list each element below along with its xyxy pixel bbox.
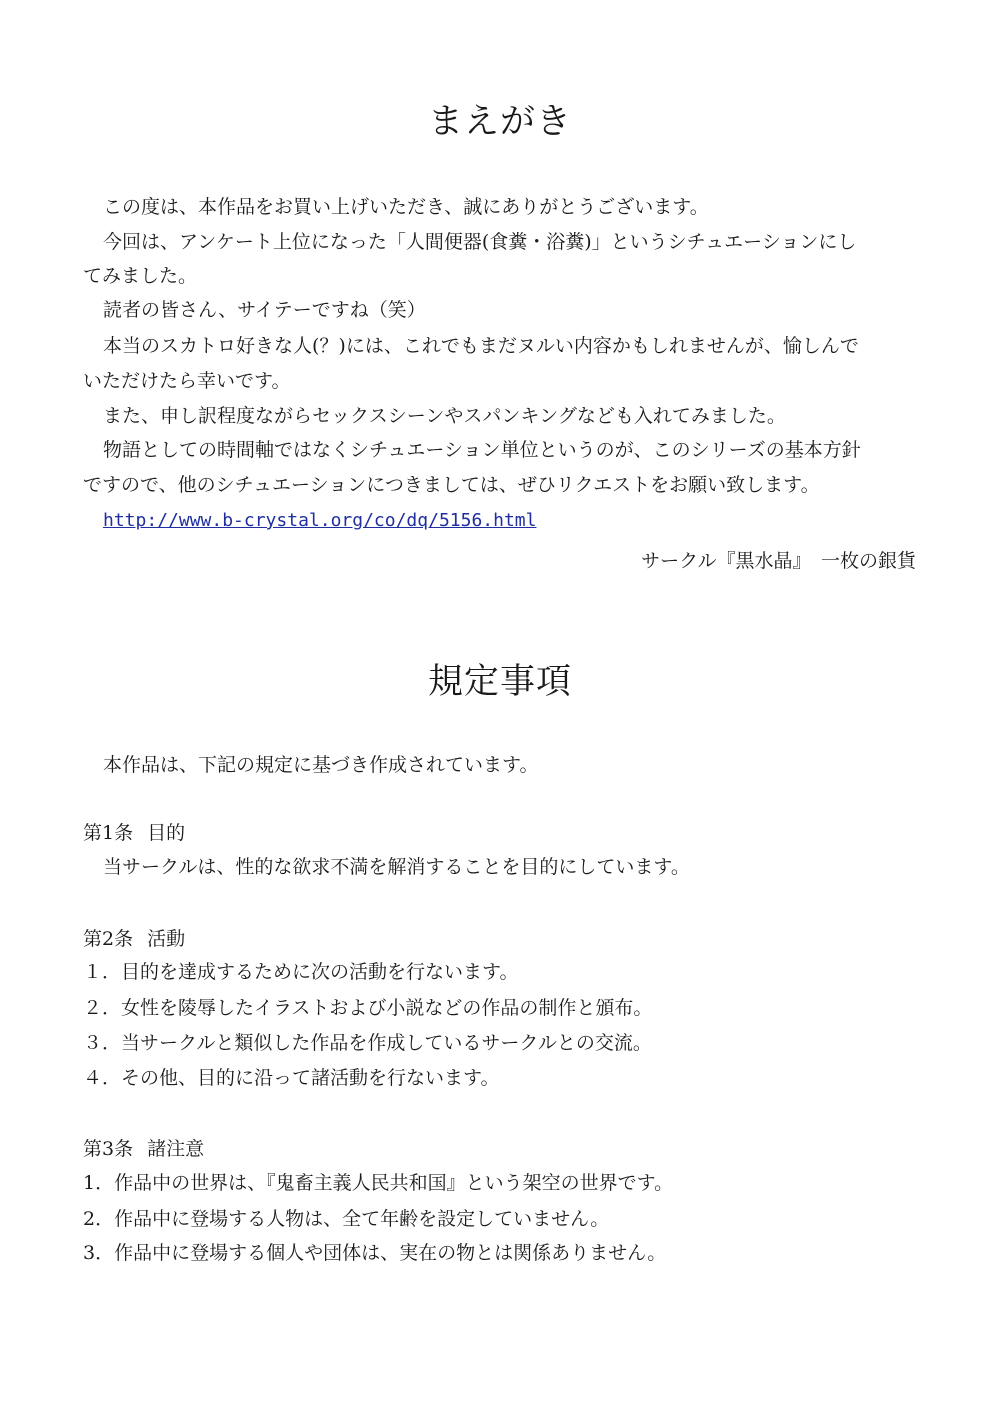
foreword-title: まえがき [427,102,572,142]
foreword-paragraph: ですので、他のシチュエーションにつきましては、ぜひリクエストをお願い致します。 [83,474,820,496]
foreword-paragraph: この度は、本作品をお買い上げいただき、誠にありがとうございます。 [103,196,709,218]
article-3-item: 2．作品中に登場する人物は、全て年齢を設定していません。 [83,1208,610,1230]
foreword-paragraph: 今回は、アンケート上位になった「人間便器(食糞・浴糞)」というシチュエーションにし [103,231,857,253]
foreword-paragraph: いただけたら幸いです。 [83,370,291,392]
article-label: 諸注意 [147,1138,205,1160]
article-2-item: ４．その他、目的に沿って諸活動を行ないます。 [83,1067,500,1089]
article-number: 第2条 [83,928,134,950]
article-3-heading [83,1135,204,1163]
foreword-paragraph: 読者の皆さん、サイテーですね（笑） [103,299,426,321]
article-label: 活動 [147,928,186,950]
article-label: 目的 [147,822,186,844]
circle-website-link[interactable]: http://www.b-crystal.org/co/dq/5156.html [103,510,537,531]
author-signature: サークル『黒水晶』 一枚の銀貨 [641,550,916,572]
article-number: 第1条 [83,822,134,844]
article-2-item: １．目的を達成するために次の活動を行ないます。 [83,961,519,983]
article-number: 第3条 [83,1138,134,1160]
article-2-heading [83,925,185,953]
article-2-item: ２．女性を陵辱したイラストおよび小説などの作品の制作と頒布。 [83,997,653,1019]
foreword-paragraph: 本当のスカトロ好きな人(？)には、これでもまだヌルい内容かもしれませんが、愉しんで [103,335,859,357]
foreword-paragraph: また、申し訳程度ながらセックスシーンやスパンキングなども入れてみました。 [103,405,786,427]
article-2-item: ３．当サークルと類似した作品を作成しているサークルとの交流。 [83,1032,652,1054]
foreword-paragraph: てみました。 [83,265,198,287]
foreword-paragraph: 物語としての時間軸ではなくシチュエーション単位というのが、このシリーズの基本方針 [103,439,861,461]
article-1-heading [83,819,185,847]
article-3-item: 3．作品中に登場する個人や団体は、実在の物とは関係ありません。 [83,1242,667,1264]
link-line [103,506,536,535]
regulations-title: 規定事項 [427,662,572,702]
article-3-item: 1．作品中の世界は、『鬼畜主義人民共和国』という架空の世界です。 [83,1172,674,1194]
article-1-text: 当サークルは、性的な欲求不満を解消することを目的にしています。 [103,856,690,878]
regulations-intro: 本作品は、下記の規定に基づき作成されています。 [103,754,539,776]
